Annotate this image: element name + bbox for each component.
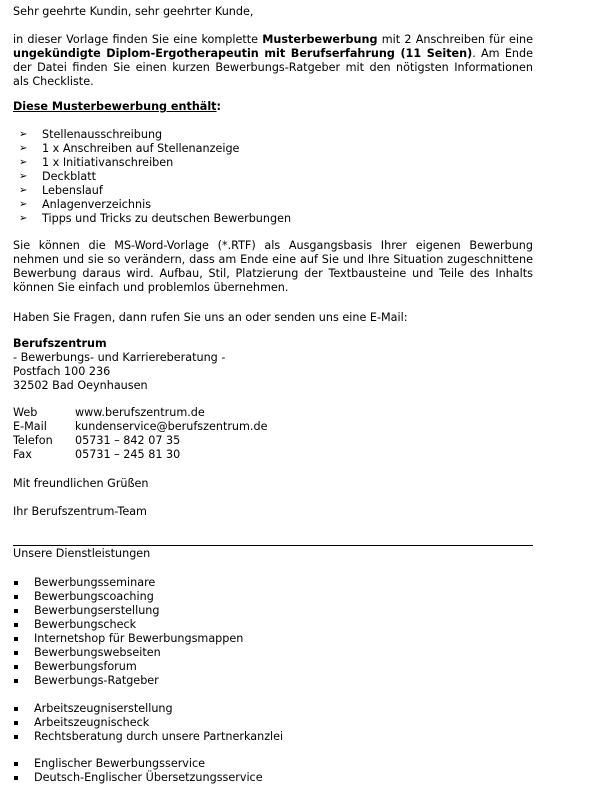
square-bullet-icon [14,707,18,711]
list-item: Bewerbungserstellung [13,604,243,618]
closing: Mit freundlichen Grüßen [13,477,149,490]
square-bullet-icon [14,762,18,766]
list-item: Deutsch-Englischer Übersetzungsservice [13,771,263,785]
contact-block [13,406,267,462]
square-bullet-icon [14,651,18,655]
email-link[interactable]: kundenservice@berufszentrum.de [75,420,268,433]
list-item: ➢ Tipps und Tricks zu deutschen Bewerbungen [19,212,292,225]
square-bullet-icon [14,721,18,725]
company-name: Berufszentrum [13,337,107,350]
arrow-bullet-icon: ➢ [19,213,28,224]
square-bullet-icon [14,679,18,683]
address-line: 32502 Bad Oeynhausen [13,379,148,392]
intro-text-1: in dieser Vorlage finden Sie eine komplette [13,33,263,46]
arrow-bullet-icon: ➢ [19,129,28,140]
contact-row-phone: Telefon 05731 – 842 07 35 [13,434,181,447]
intro-paragraph [13,33,533,89]
services-list-1 [13,576,243,688]
intro-text-3: . Am Ende der Datei finden Sie einen kurzen Bewerbungs-Ratgeber mit den nötigsten Informationen als Checkliste. [13,47,533,88]
arrow-bullet-icon: ➢ [19,199,28,210]
contents-heading-colon: : [216,100,222,113]
list-item: Internetshop für Bewerbungsmappen [13,632,243,646]
list-item: ➢ Lebenslauf [19,184,103,197]
arrow-bullet-icon: ➢ [19,171,28,182]
list-item: Arbeitszeugniserstellung [13,702,283,716]
list-item: Arbeitszeugnischeck [13,716,283,730]
signature: Ihr Berufszentrum-Team [13,505,147,518]
phone-number: 05731 – 842 07 35 [75,434,181,447]
web-link[interactable]: www.berufszentrum.de [75,406,205,419]
greeting: Sehr geehrte Kundin, sehr geehrter Kunde, [13,5,254,18]
intro-text-2: mit 2 Anschreiben für eine [377,33,534,46]
list-item: Bewerbungsforum [13,660,243,674]
square-bullet-icon [14,623,18,627]
contents-heading [13,100,221,114]
list-item: ➢ 1 x Anschreiben auf Stellenanzeige [19,142,240,155]
services-list-3 [13,757,263,785]
usage-paragraph: Sie können die MS-Word-Vorlage (*.RTF) als Ausgangsbasis Ihrer eigenen Bewerbung nehmen und sie so verändern, dass am Ende eine auf Sie und Ihre Situation zugeschnittene Bewerbung daraus wird. Aufbau, Stil, Platzierung der Textbausteine und Teile des Inhalts können Sie einfach und problemlos übernehmen. [13,239,533,294]
square-bullet-icon [14,609,18,613]
contents-list [0,128,291,226]
list-item: Bewerbungscoaching [13,590,243,604]
address-line: Postfach 100 236 [13,365,111,378]
intro-bold-2: ungekündigte Diplom-Ergotherapeutin mit Berufserfahrung (11 Seiten) [13,47,473,60]
arrow-bullet-icon: ➢ [19,143,28,154]
list-item: Rechtsberatung durch unsere Partnerkanzlei [13,730,283,744]
square-bullet-icon [14,776,18,780]
list-item: ➢ Anlagenverzeichnis [19,198,152,211]
questions-paragraph: Haben Sie Fragen, dann rufen Sie uns an oder senden uns eine E-Mail: [13,311,408,324]
contact-row-fax: Fax 05731 – 245 81 30 [13,448,181,461]
arrow-bullet-icon: ➢ [19,157,28,168]
address-line: - Bewerbungs- und Karriereberatung - [13,351,226,364]
divider [13,545,533,546]
contact-row-email: E-Mail kundenservice@berufszentrum.de [13,420,268,433]
contact-row-web: Web www.berufszentrum.de [13,406,205,419]
services-list-2 [13,702,283,744]
services-heading: Unsere Dienstleistungen [13,547,151,560]
list-item: Bewerbungs-Ratgeber [13,674,243,688]
square-bullet-icon [14,735,18,739]
address-block [13,337,225,393]
square-bullet-icon [14,665,18,669]
arrow-bullet-icon: ➢ [19,185,28,196]
list-item: ➢ 1 x Initiativanschreiben [19,156,174,169]
list-item: Bewerbungswebseiten [13,646,243,660]
list-item: ➢ Stellenausschreibung [19,128,163,141]
list-item: Bewerbungsseminare [13,576,243,590]
square-bullet-icon [14,581,18,585]
list-item: Bewerbungscheck [13,618,243,632]
square-bullet-icon [14,637,18,641]
fax-number: 05731 – 245 81 30 [75,448,181,461]
intro-bold-1: Musterbewerbung [262,33,378,46]
square-bullet-icon [14,595,18,599]
list-item: Englischer Bewerbungsservice [13,757,263,771]
contents-heading-text: Diese Musterbewerbung enthält [13,100,217,113]
list-item: ➢ Deckblatt [19,170,96,183]
